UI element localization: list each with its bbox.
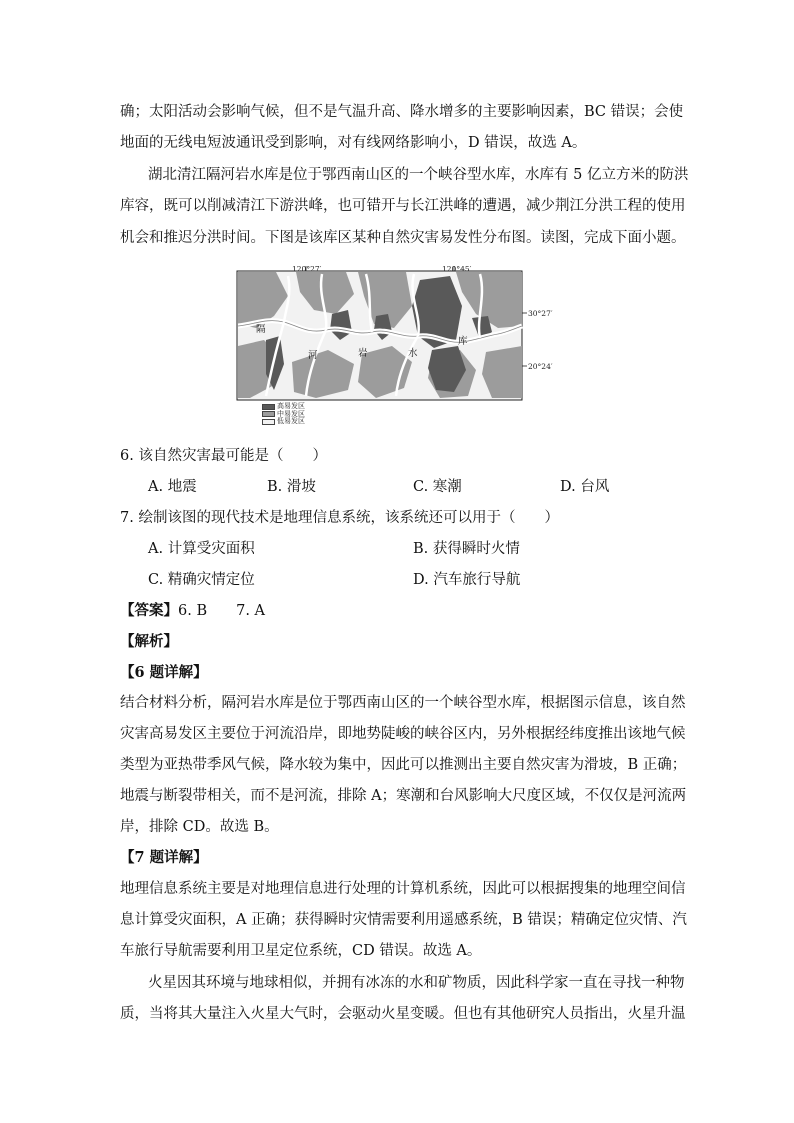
lat-top-label: 30°27′ [528, 309, 553, 318]
d6-line-3: 类型为亚热带季风气候，降水较为集中，因此可以推测出主要自然灾害为滑坡，B 正确； [120, 757, 687, 773]
answer-text: 6. B 7. A [178, 603, 266, 619]
d6-line-5: 岸，排除 CD。故选 B。 [120, 819, 279, 835]
q6-stem: 6. 该自然灾害最可能是（ ） [120, 448, 327, 464]
d6-line-2: 灾害高易发区主要位于河流沿岸，即地势陡峻的峡谷区内，另外根据经纬度推出该地气候 [120, 726, 686, 742]
intro-line-1: 确；太阳活动会影响气候，但不是气温升高、降水增多的主要影响因素，BC 错误；会使 [120, 104, 684, 120]
analysis-label: 【解析】 [120, 633, 178, 650]
passage-line-2: 库容，既可以削减清江下游洪峰，也可错开与长江洪峰的遭遇，减少荆江分洪工程的使用 [120, 198, 686, 214]
legend-label-high: 高易发区 [277, 402, 305, 410]
q6-option-b[interactable]: B. 滑坡 [267, 479, 316, 495]
d7-line-2: 息计算受灾面积，A 正确；获得瞬时灾情需要利用遥感系统，B 错误；精确定位灾情、汽 [120, 912, 687, 928]
intro-line-2: 地面的无线电短波通讯受到影响，对有线网络影响小，D 错误，故选 A。 [120, 135, 587, 151]
legend-label-low: 低易发区 [277, 417, 305, 425]
legend-swatch-mid [262, 411, 275, 417]
d7-heading: 【7 题详解】 [120, 849, 208, 866]
passage-line-1: 湖北清江隔河岩水库是位于鄂西南山区的一个峡谷型水库，水库有 5 亿立方米的防洪 [148, 167, 689, 183]
answer-label: 【答案】 [120, 602, 178, 619]
passage-line-3: 机会和推迟分洪时间。下图是该库区某种自然灾害易发性分布图。读图，完成下面小题。 [120, 230, 686, 246]
map-char-3: 岩 [358, 348, 368, 359]
d7-line-3: 车旅行导航需要利用卫星定位系统，CD 错误。故选 A。 [120, 943, 482, 959]
d7-line-1: 地理信息系统主要是对地理信息进行处理的计算机系统，因此可以根据搜集的地理空间信 [120, 881, 686, 897]
d6-heading: 【6 题详解】 [120, 664, 208, 681]
legend-swatch-low [262, 419, 275, 425]
map-char-5: 库 [458, 336, 468, 347]
hazard-map-figure [236, 266, 556, 406]
d6-line-1: 结合材料分析，隔河岩水库是位于鄂西南山区的一个峡谷型水库，根据图示信息，该自然 [120, 695, 686, 711]
lon-left-label: 120°27′ [292, 266, 322, 274]
next-line-2: 质，当将其大量注入火星大气时，会驱动火星变暖。但也有其他研究人员指出，火星升温 [120, 1006, 686, 1022]
q7-option-c[interactable]: C. 精确灾情定位 [148, 572, 255, 588]
map-char-4: 水 [408, 348, 418, 359]
legend-swatch-high [262, 404, 275, 410]
q7-option-a[interactable]: A. 计算受灾面积 [148, 541, 255, 557]
map-char-1: 隔 [256, 324, 266, 335]
legend-label-mid: 中易发区 [277, 409, 305, 418]
q6-option-c[interactable]: C. 寒潮 [413, 479, 462, 495]
answer-line [120, 601, 265, 621]
map-legend [262, 403, 305, 426]
q7-stem: 7. 绘制该图的现代技术是地理信息系统，该系统还可以用于（ ） [120, 510, 559, 526]
legend-low [262, 418, 305, 426]
d6-line-4: 地震与断裂带相关，而不是河流，排除 A；寒潮和台风影响大尺度区域，不仅仅是河流两 [120, 788, 687, 804]
hazard-map [236, 266, 556, 402]
map-char-2: 河 [308, 350, 318, 361]
q7-option-d[interactable]: D. 汽车旅行导航 [413, 572, 521, 588]
lon-right-label: 120°45′ [442, 266, 472, 274]
q7-option-b[interactable]: B. 获得瞬时火情 [413, 541, 520, 557]
next-line-1: 火星因其环境与地球相似，并拥有冰冻的水和矿物质，因此科学家一直在寻找一种物 [148, 975, 685, 991]
q6-option-d[interactable]: D. 台风 [560, 479, 610, 495]
lat-bottom-label: 20°24′ [528, 362, 553, 371]
q6-option-a[interactable]: A. 地震 [148, 479, 197, 495]
